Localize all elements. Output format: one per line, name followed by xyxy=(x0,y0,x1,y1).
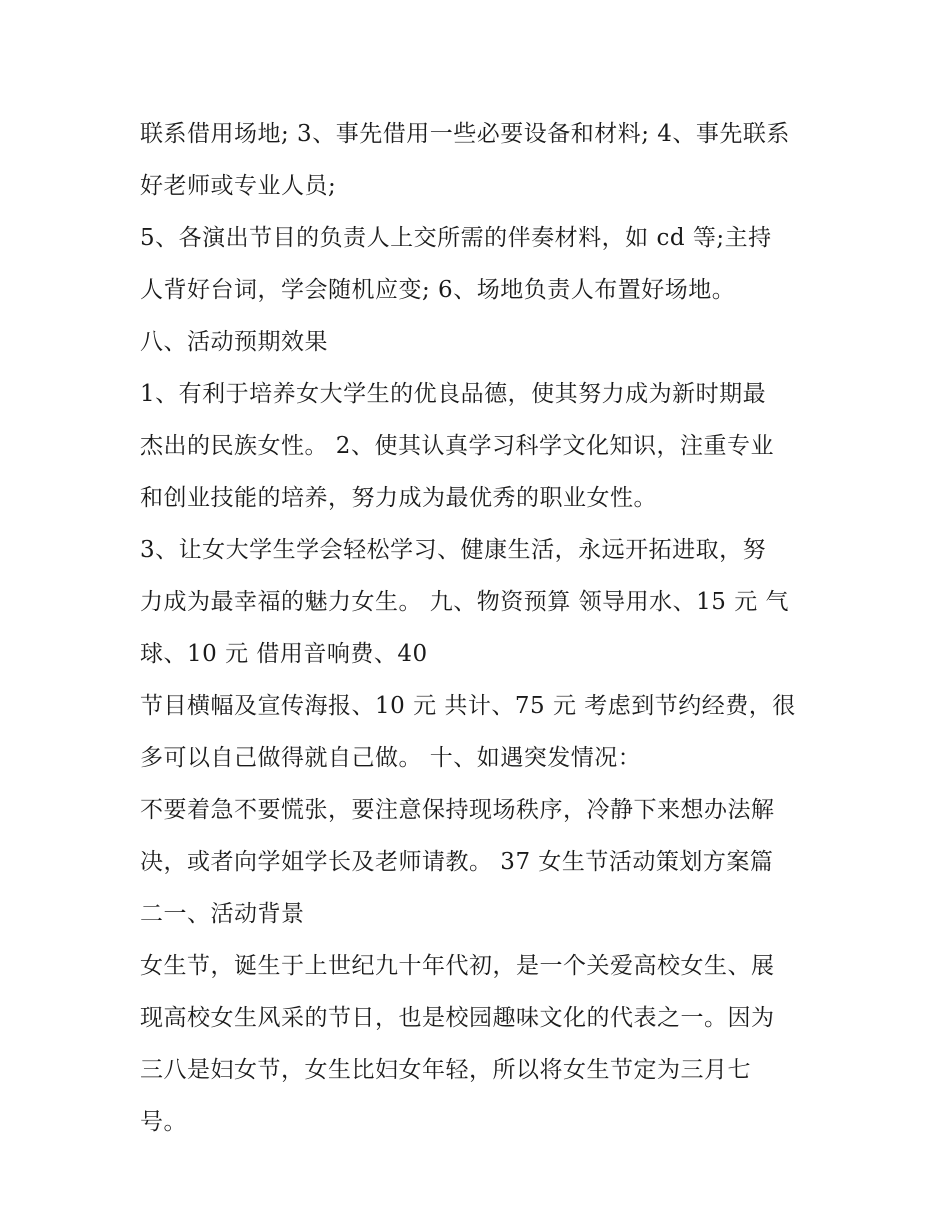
text-line: 和创业技能的培养，努力成为最优秀的职业女性。 xyxy=(140,485,657,511)
text-line: 号。 xyxy=(140,1109,187,1135)
text-line: 决，或者向学姐学长及老师请教。 37 女生节活动策划方案篇 xyxy=(140,849,774,875)
text-line: 球、10 元 借用音响费、40 xyxy=(140,641,428,667)
text-line: 女生节，诞生于上世纪九十年代初，是一个关爱高校女生、展 xyxy=(140,953,775,979)
text-line: 不要着急不要慌张，要注意保持现场秩序，冷静下来想办法解 xyxy=(140,797,775,823)
section-heading: 二一、活动背景 xyxy=(140,901,305,927)
text-line: 杰出的民族女性。 2、使其认真学习科学文化知识，注重专业 xyxy=(140,433,774,459)
text-line: 1、有利于培养女大学生的优良品德，使其努力成为新时期最 xyxy=(140,381,767,407)
text-line: 好老师或专业人员; xyxy=(140,173,337,199)
text-line: 多可以自己做得就自己做。 十、如遇突发情况： xyxy=(140,745,642,771)
text-line: 力成为最幸福的魅力女生。 九、物资预算 领导用水、15 元 气 xyxy=(140,589,790,615)
text-line: 3、让女大学生学会轻松学习、健康生活，永远开拓进取，努 xyxy=(140,537,767,563)
text-line: 联系借用场地; 3、事先借用一些必要设备和材料; 4、事先联系 xyxy=(140,121,790,147)
text-line: 5、各演出节目的负责人上交所需的伴奏材料，如 cd 等;主持 xyxy=(140,225,772,251)
document-body xyxy=(140,108,820,1148)
text-line: 节目横幅及宣传海报、10 元 共计、75 元 考虑到节约经费，很 xyxy=(140,693,796,719)
text-line: 现高校女生风采的节日，也是校园趣味文化的代表之一。因为 xyxy=(140,1005,775,1031)
section-heading: 八、活动预期效果 xyxy=(140,329,328,355)
text-line: 三八是妇女节，女生比妇女年轻，所以将女生节定为三月七 xyxy=(140,1057,751,1083)
text-line: 人背好台词，学会随机应变; 6、场地负责人布置好场地。 xyxy=(140,277,736,303)
